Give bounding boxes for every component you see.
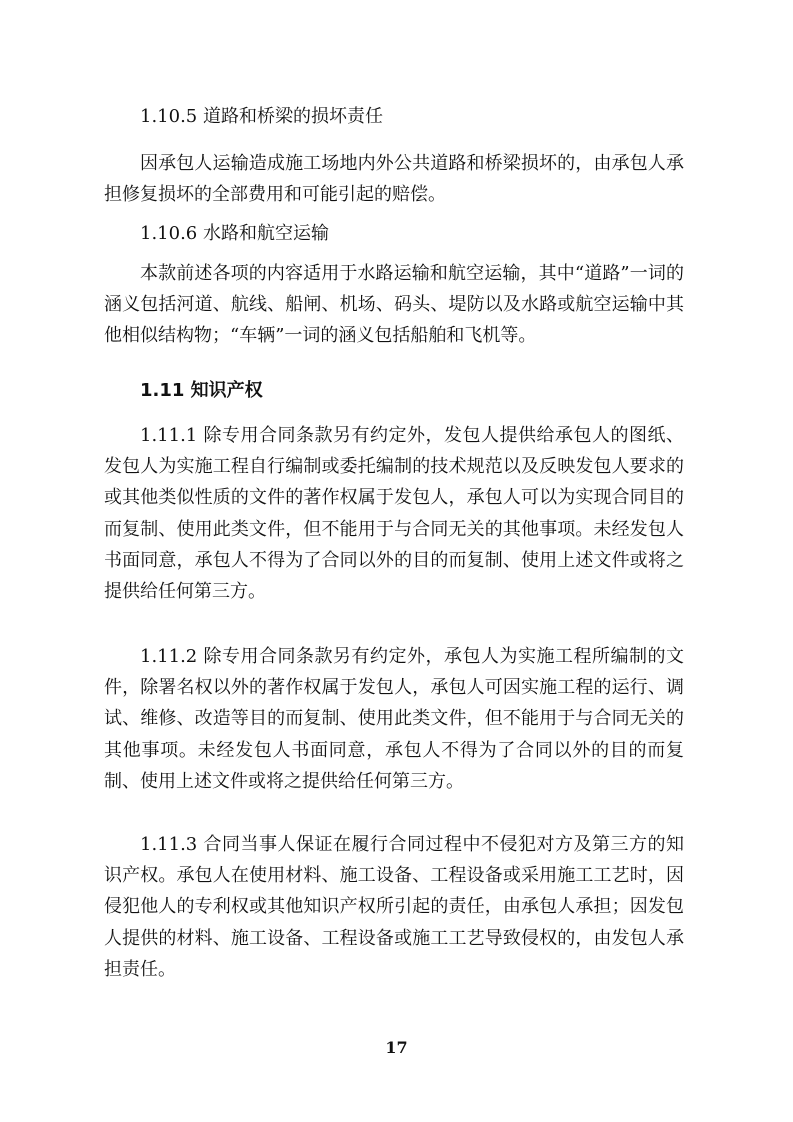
- section-heading-1-10-5: 1.10.5 道路和桥梁的损坏责任: [140, 106, 383, 127]
- paragraph-1-11-3: 1.11.3 合同当事人保证在履行合同过程中不侵犯对方及第三方的知识产权。承包人在使用材料、施工设备、工程设备或采用施工工艺时，因侵犯他人的专利权或其他知识产权所引起的责任，由承包人承担；因发包人提供的材料、施工设备、工程设备或施工工艺导致侵权的，由发包人承担责任。: [104, 834, 684, 980]
- paragraph-1-11-2: 1.11.2 除专用合同条款另有约定外，承包人为实施工程所编制的文件，除署名权以外的著作权属于发包人，承包人可因实施工程的运行、调试、维修、改造等目的而复制、使用此类文件，但不能用于与合同无关的其他事项。未经发包人书面同意，承包人不得为了合同以外的目的而复制、使用上述文件或将之提供给任何第三方。: [104, 646, 684, 792]
- paragraph-1-10-5: 因承包人运输造成施工场地内外公共道路和桥梁损坏的，由承包人承担修复损坏的全部费用和可能引起的赔偿。: [104, 153, 684, 206]
- section-heading-1-11: 1.11 知识产权: [140, 380, 263, 401]
- paragraph-1-10-6: 本款前述各项的内容适用于水路运输和航空运输，其中“道路”一词的涵义包括河道、航线、船闸、机场、码头、堤防以及水路或航空运输中其他相似结构物；“车辆”一词的涵义包括船舶和飞机等。: [104, 263, 684, 347]
- page-number: 17: [385, 1038, 408, 1057]
- section-heading-1-10-6: 1.10.6 水路和航空运输: [140, 223, 329, 244]
- paragraph-1-11-1: 1.11.1 除专用合同条款另有约定外，发包人提供给承包人的图纸、发包人为实施工程自行编制或委托编制的技术规范以及反映发包人要求的或其他类似性质的文件的著作权属于发包人，承包人可以为实现合同目的而复制、使用此类文件，但不能用于与合同无关的其他事项。未经发包人书面同意，承包人不得为了合同以外的目的而复制、使用上述文件或将之提供给任何第三方。: [104, 425, 684, 603]
